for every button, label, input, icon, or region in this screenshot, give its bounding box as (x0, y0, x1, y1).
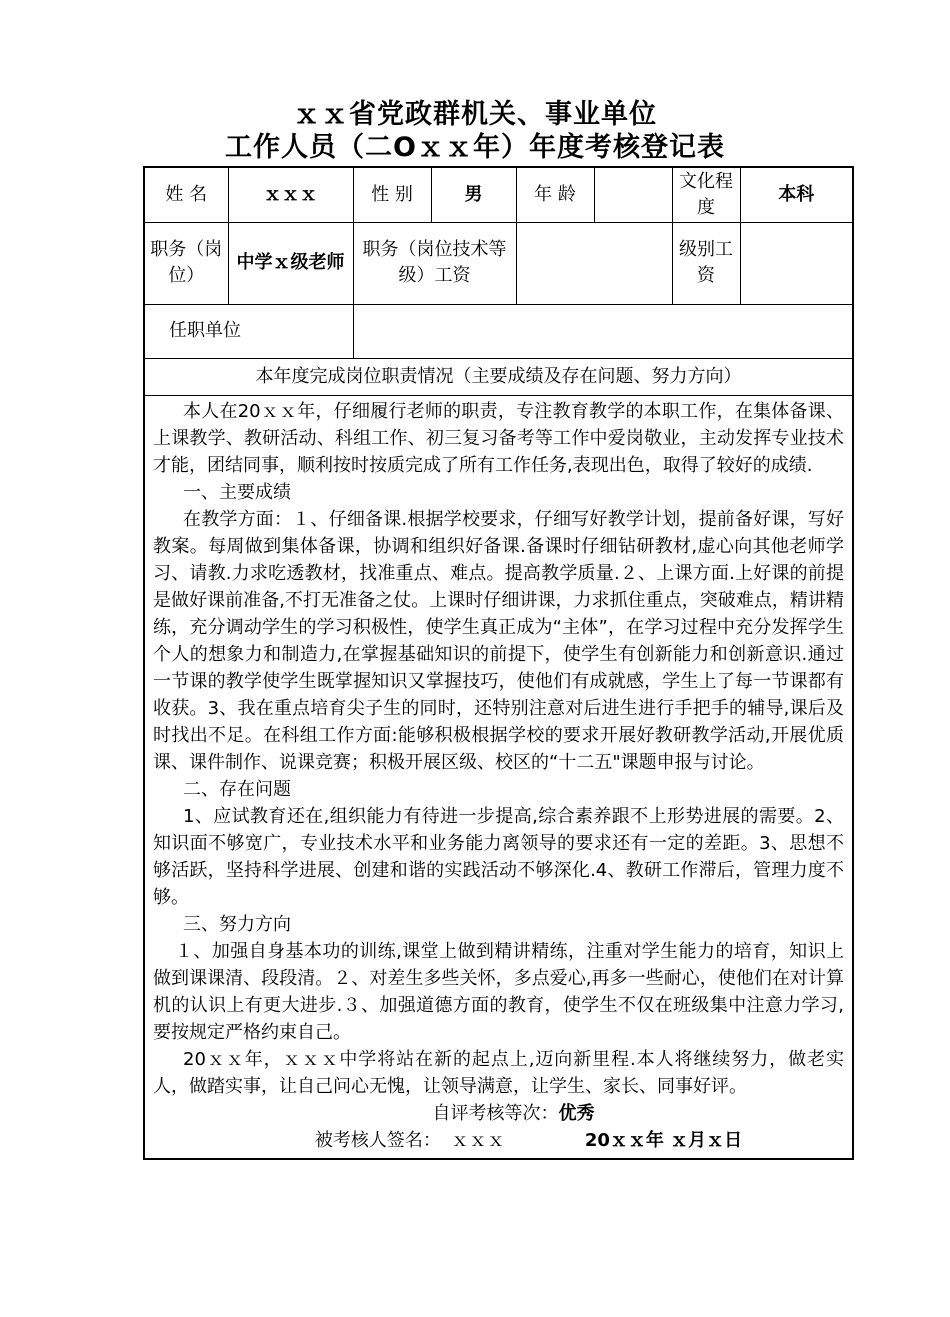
section-header-row (144, 358, 853, 395)
grade-wage-label: 级别工资 (672, 222, 740, 304)
wage-label: 职务（岗位技术等级）工资 (353, 222, 516, 304)
unit-row (144, 304, 853, 358)
age-label: 年 龄 (516, 167, 594, 222)
education-label: 文化程度 (672, 167, 740, 222)
section-header: 本年度完成岗位职责情况（主要成绩及存在问题、努力方向） (144, 358, 853, 395)
report-body (144, 395, 853, 1159)
signer-value: ｘｘｘ (450, 1129, 505, 1151)
heading-directions: 三、努力方向 (183, 913, 291, 935)
education-value: 本科 (740, 167, 853, 222)
name-label: 姓 名 (144, 167, 228, 222)
signature-line (153, 1127, 844, 1154)
age-value (594, 167, 672, 222)
form-title-line2: 工作人员（二Oｘｘ年）年度考核登记表 (225, 132, 725, 163)
grade-wage-value (740, 222, 853, 304)
signer-label: 被考核人签名： (314, 1129, 441, 1151)
self-eval-value: 优秀 (558, 1102, 595, 1124)
heading-problems: 二、存在问题 (183, 778, 291, 800)
heading-achievements: 一、主要成绩 (183, 481, 291, 503)
directions-paragraph: １、加强自身基本功的训练,课堂上做到精讲精练，注重对学生能力的培育，知识上做到课课清、段段清。２、对差生多些关怀，多点爱心,再多一些耐心，使他们在对计算机的认识上有更大进步.３、加强道德方面的教育，使学生不仅在班级集中注意力学习,要按规定严格约束自己。 (153, 940, 844, 1043)
gender-value: 男 (431, 167, 516, 222)
basic-info-row (144, 167, 853, 222)
post-label: 职务（岗位） (144, 222, 228, 304)
unit-value (353, 304, 853, 358)
unit-label: 任职单位 (144, 304, 353, 358)
form-title-line1: ｘｘ省党政群机关、事业单位 (293, 99, 657, 130)
wage-value (516, 222, 672, 304)
post-info-row (144, 222, 853, 304)
sign-date: 20ｘｘ年 ｘ月ｘ日 (584, 1129, 743, 1151)
self-evaluation (153, 1100, 844, 1127)
post-value: 中学ｘ级老师 (228, 222, 353, 304)
name-value: ｘｘｘ (228, 167, 353, 222)
report-body-row (144, 395, 853, 1159)
achievements-paragraph: 在教学方面：１、仔细备课.根据学校要求，仔细写好教学计划，提前备好课，写好教案。每周做到集体备课，协调和组织好备课.备课时仔细钻研教材,虚心向其他老师学习、请教.力求吃透教材，找准重点、难点。提高教学质量.２、上课方面.上好课的前提是做好课前准备,不打无准备之仗。上课时仔细讲课，力求抓住重点，突破难点，精讲精练，充分调动学生的学习积极性，使学生真正成为“主体”，在学习过程中充分发挥学生个人的想象力和制造力,在掌握基础知识的前提下，使学生有创新能力和创新意识.通过一节课的教学使学生既掌握知识又掌握技巧，使他们有成就感，学生上了每一节课都有收获。3、我在重点培育尖子生的同时，还特别注意对后进生进行手把手的辅导,课后及时找出不足。在科组工作方面:能够积极根据学校的要求开展好教研教学活动,开展优质课、课件制作、说课竞赛；积极开展区级、校区的“十二五"课题申报与讨论。 (153, 508, 844, 773)
closing-paragraph: 20ｘｘ年，ｘｘｘ中学将站在新的起点上,迈向新里程.本人将继续努力，做老实人，做踏实事，让自己问心无愧，让领导满意，让学生、家长、同事好评。 (153, 1048, 844, 1097)
gender-label: 性 别 (353, 167, 431, 222)
intro-paragraph: 本人在20ｘｘ年，仔细履行老师的职责，专注教育教学的本职工作，在集体备课、上课教学、教研活动、科组工作、初三复习备考等工作中爱岗敬业，主动发挥专业技术才能，团结同事，顺利按时按质完成了所有工作任务,表现出色，取得了较好的成绩. (153, 400, 844, 476)
assessment-form-table (143, 166, 854, 1160)
self-eval-label: 自评考核等次： (432, 1102, 559, 1124)
problems-paragraph: 1、应试教育还在,组织能力有待进一步提高,综合素养跟不上形势进展的需要。2、知识面不够宽广，专业技术水平和业务能力离领导的要求还有一定的差距。3、思想不够活跃，坚持科学进展、创建和谐的实践活动不够深化.4、教研工作滞后，管理力度不够。 (153, 805, 844, 908)
